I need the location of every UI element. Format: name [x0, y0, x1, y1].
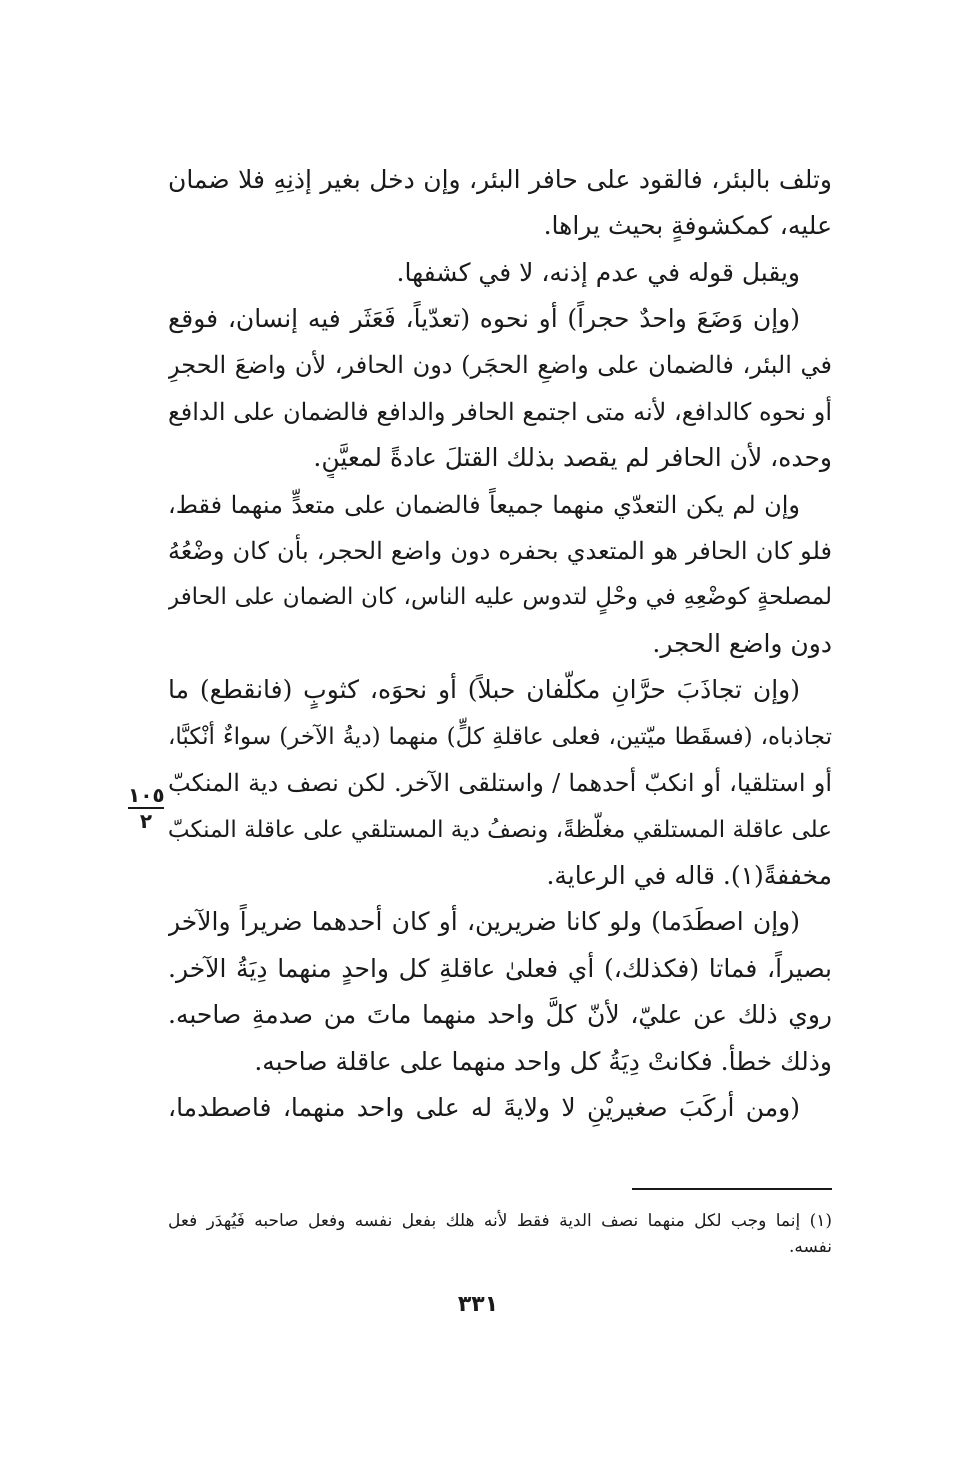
- body-line-11: دون واضع الحجر.: [652, 629, 832, 658]
- body-line-7: وحده، لأن الحافر لم يقصد بذلك القتلَ عادةً لمعيَّنٍ.: [313, 443, 832, 472]
- margin-page-reference: [128, 785, 164, 831]
- body-line-8: وإن لم يكن التعدّي منهما جميعاً فالضمان على متعدٍّ منهما فقط،: [168, 491, 800, 519]
- body-line-2: عليه، كمكشوفةٍ بحيث يراها.: [543, 211, 832, 240]
- margin-reference-denominator: ٢: [139, 809, 153, 833]
- body-line-3: ويقبل قوله في عدم إذنه، لا في كشفها.: [396, 258, 800, 287]
- footnote-line-2: نفسه.: [788, 1237, 832, 1257]
- body-line-21: (ومن أركَبَ صغيريْنِ لا ولايةَ له على واحد منهما، فاصطدما،: [168, 1093, 800, 1122]
- body-line-12: (وإن تجاذَبَ حرَّانِ مكلّفان حبلاً) أو نحوَه، كثوبٍ (فانقطع) ما: [168, 675, 800, 704]
- body-line-5: في البئر، فالضمان على واضعِ الحجَر) دون الحافر، لأن واضعَ الحجرِ: [168, 351, 832, 379]
- body-line-9: فلو كان الحافر هو المتعدي بحفره دون واضع الحجر، بأن كان وضْعُهُ: [168, 537, 832, 565]
- footnote-divider: [632, 1188, 832, 1190]
- body-line-6: أو نحوه كالدافع، لأنه متى اجتمع الحافر والدافع فالضمان على الدافع: [168, 398, 832, 426]
- body-line-15: على عاقلة المستلقي مغلّظةً، ونصفُ دية المستلقي على عاقلة المنكبّ: [168, 817, 832, 843]
- page-number: ٣٣١: [457, 1292, 499, 1317]
- body-line-14: أو استلقيا، أو انكبّ أحدهما / واستلقى الآخر. لكن نصف دية المنكبّ: [168, 769, 832, 797]
- margin-reference-numerator: ١٠٥: [128, 783, 165, 807]
- body-line-18: بصيراً، فماتا (فكذلك،) أي فعلىٰ عاقلةِ كل واحدٍ منهما دِيَةُ الآخر.: [168, 954, 832, 983]
- body-line-10: لمصلحةٍ كوضْعِهِ في وحْلٍ لتدوس عليه الناس، كان الضمان على الحافر: [168, 584, 832, 610]
- body-line-13: تجاذباه، (فسقَطا ميّتين، فعلى عاقلةِ كلٍّ) منهما (ديةُ الآخر) سواءٌ أنْكبَّا،: [168, 724, 832, 750]
- body-line-20: وذلك خطأ. فكانتْ دِيَةُ كل واحد منهما على عاقلة صاحبه.: [254, 1047, 832, 1076]
- body-line-17: (وإن اصطَدَما) ولو كانا ضريرين، أو كان أحدهما ضريراً والآخر: [168, 907, 800, 936]
- footnote-line-1: (١) إنما وجب لكل منهما نصف الدية فقط لأنه هلك بفعل نفسه وفعل صاحبه فَيُهدَر فعل: [168, 1211, 832, 1231]
- body-line-19: روي ذلك عن عليّ، لأنّ كلَّ واحد منهما ماتَ من صدمةِ صاحبه.: [168, 1000, 832, 1029]
- body-line-16: مخففةً(١). قاله في الرعاية.: [546, 861, 832, 890]
- body-line-4: (وإن وَضَعَ واحدٌ حجراً) أو نحوه (تعدّياً، فَعَثَر فيه إنسان، فوقع: [168, 304, 800, 333]
- body-line-1: وتلف بالبئر، فالقود على حافر البئر، وإن دخل بغير إذنِهِ فلا ضمان: [168, 165, 832, 194]
